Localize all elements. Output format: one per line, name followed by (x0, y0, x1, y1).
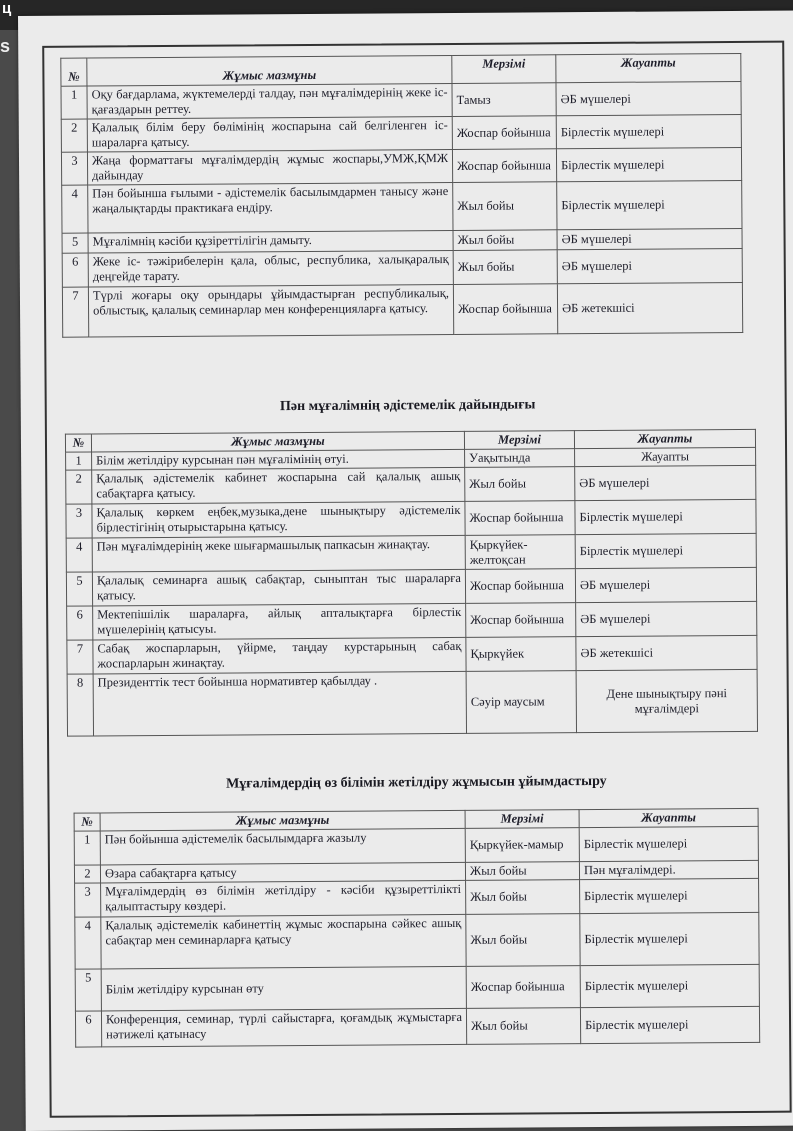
header-num: № (61, 58, 87, 86)
header-period: Мерзімі (464, 431, 574, 450)
section-title-methodical: Пән мұғалімнің әдістемелік дайындығы (279, 397, 536, 415)
header-responsible: Жауапты (574, 429, 755, 448)
row-content: Конференция, семинар, түрлі сайыстарға, қоғамдық жұмыстарға нәтижелі қатынасу (101, 1008, 466, 1047)
row-num: 7 (62, 287, 88, 337)
row-content: Мұғалімнің кәсіби құзіреттілігін дамыту. (88, 230, 453, 253)
row-num: 6 (67, 606, 93, 640)
row-num: 5 (75, 969, 101, 1011)
row-period: Жыл бойы (453, 230, 557, 251)
row-num: 1 (61, 86, 87, 119)
row-num: 8 (67, 674, 93, 736)
row-num: 3 (66, 504, 92, 538)
row-responsible: Бірлестік мүшелері (556, 114, 741, 148)
row-num: 1 (66, 452, 92, 470)
edge-letter-s: s (0, 36, 11, 56)
row-period: Жоспар бойынша (452, 116, 556, 150)
row-content: Қалалық әдістемелік кабинет жоспарына сай қалалық ашық сабақтарға қатысу. (92, 467, 465, 504)
document-page (18, 11, 793, 1131)
row-responsible: Бірлестік мүшелері (557, 180, 742, 229)
row-content: Қалалық семинарға ашық сабақтар, сыныптан тыс шараларға қатысу. (92, 569, 465, 606)
header-num: № (65, 434, 91, 452)
table-row (62, 282, 742, 337)
row-content: Президенттік тест бойынша нормативтер қабылдау . (93, 671, 466, 736)
row-num: 3 (75, 883, 101, 917)
row-content: Қалалық білім беру бөлімінің жоспарына сай белгіленген іс- шараларға қатысу. (87, 116, 452, 152)
table-row (66, 465, 756, 504)
row-responsible: Бірлестік мүшелері (579, 826, 758, 861)
row-responsible: Пән мұғалімдері. (579, 860, 758, 879)
row-responsible: Дене шынықтыру пәні мұғалімдері (576, 669, 757, 732)
row-responsible: Бірлестік мүшелері (580, 912, 759, 965)
row-responsible: ӘБ жетекшісі (576, 635, 757, 670)
row-num: 1 (74, 831, 100, 865)
row-period: Жыл бойы (465, 862, 579, 881)
row-content: Білім жетілдіру курсынан өту (101, 966, 466, 1011)
row-responsible: ӘБ мүшелері (557, 248, 742, 283)
table-row (67, 635, 757, 674)
table-row (62, 248, 742, 287)
row-num: 5 (66, 572, 92, 606)
row-content: Қалалық көркем еңбек,музыка,дене шынықтыру әдістемелік бірлестігінің отырыстарына қатысу. (92, 501, 465, 538)
row-responsible: Бірлестік мүшелері (575, 533, 756, 568)
table-row (67, 601, 757, 640)
row-responsible: Бірлестік мүшелері (580, 878, 759, 913)
section-title-self-education: Мұғалімдердің өз білімін жетілдіру жұмысын ұйымдастыру (226, 773, 607, 792)
row-period: Жоспар бойынша (452, 149, 556, 183)
row-content: Мұғалімдердің өз білімін жетілдіру - кәсіби құзыреттілікті қалыптастыру көздері. (101, 880, 466, 917)
row-period: Жоспар бойынша (465, 569, 575, 604)
table-row (61, 81, 741, 119)
table-methodical-preparation (65, 429, 758, 737)
header-responsible: Жауапты (556, 53, 741, 82)
row-content: Мектепішілік шараларға, айлық апталықтарға бірлестік мүшелерінің қатысуы. (93, 603, 466, 640)
row-num: 4 (75, 917, 101, 969)
table-work-plan (60, 53, 743, 338)
table-row (62, 180, 742, 233)
row-period: Жоспар бойынша (453, 284, 557, 335)
header-responsible: Жауапты (579, 808, 758, 827)
row-period: Жыл бойы (466, 1008, 580, 1045)
row-period: Жоспар бойынша (466, 603, 576, 638)
table-row (74, 826, 758, 865)
row-content: Оқу бағдарлама, жүктемелерді талдау, пән мұғалімдерінің жеке іс-қағаздарын реттеу. (87, 83, 452, 119)
table-row (75, 912, 759, 969)
row-num: 2 (74, 865, 100, 883)
row-period: Сәуір маусым (466, 671, 576, 734)
table-row (61, 114, 741, 152)
table-row (75, 1006, 759, 1047)
row-responsible: Бірлестік мүшелері (556, 147, 741, 181)
row-period: Қыркүйек-мамыр (465, 828, 579, 863)
row-responsible: ӘБ мүшелері (575, 567, 756, 602)
table-row (66, 567, 756, 606)
row-content: Жаңа форматтағы мұғалімдердің жұмыс жоспары,УМЖ,ҚМЖ дайындау (87, 149, 452, 185)
row-num: 2 (66, 470, 92, 504)
row-responsible: Жауапты (575, 447, 756, 466)
row-period: Жыл бойы (465, 467, 575, 502)
row-content: Білім жетілдіру курсынан пән мұғалімінің өтуі. (92, 449, 465, 470)
row-num: 2 (61, 119, 87, 152)
row-period: Жоспар бойынша (465, 501, 575, 536)
row-content: Түрлі жоғары оқу орындары ұйымдастырған республикалық, облыстық, қалалық семинарлар мен конференцияларға қатысу. (88, 284, 453, 337)
row-num: 6 (75, 1011, 101, 1047)
row-period: Жыл бойы (453, 250, 557, 285)
row-content: Пән мұғалімдерінің жеке шығармашылық папкасын жинақтау. (92, 535, 465, 572)
row-num: 4 (62, 185, 88, 233)
row-responsible: ӘБ мүшелері (556, 81, 741, 115)
header-num: № (74, 813, 100, 831)
row-num: 7 (67, 640, 93, 674)
header-content: Жұмыс мазмұны (100, 810, 465, 831)
row-content: Жеке іс- тәжірибелерін қала, облыс, республика, халықаралық деңгейде тарату. (88, 250, 453, 287)
row-content: Сабақ жоспарларын, үйірме, таңдау курстарының сабақ жоспарларын жинақтау. (93, 637, 466, 674)
row-num: 5 (62, 233, 88, 253)
row-responsible: Бірлестік мүшелері (580, 1006, 759, 1043)
row-period: Жыл бойы (466, 914, 580, 967)
header-period: Мерзімі (452, 55, 556, 84)
table-row (61, 147, 741, 185)
row-responsible: ӘБ мүшелері (575, 465, 756, 500)
header-period: Мерзімі (465, 810, 579, 829)
row-responsible: ӘБ жетекшісі (557, 282, 742, 333)
row-content: Өзара сабақтарға қатысу (100, 862, 465, 883)
row-responsible: Бірлестік мүшелері (575, 499, 756, 534)
row-content: Пән бойынша әдістемелік басылымдарға жазылу (100, 828, 465, 865)
row-responsible: Бірлестік мүшелері (580, 964, 759, 1007)
table-row (66, 499, 756, 538)
table-self-education (74, 808, 761, 1048)
table-row (67, 669, 757, 736)
table-row (75, 878, 759, 917)
row-period: Жыл бойы (466, 880, 580, 915)
row-period: Қыркүйек (466, 637, 576, 672)
row-responsible: ӘБ мүшелері (576, 601, 757, 636)
table-row (66, 533, 756, 572)
header-content: Жұмыс мазмұны (87, 55, 452, 86)
row-content: Қалалық әдістемелік кабинеттің жұмыс жоспарына сәйкес ашық сабақтар мен семинарларға қатысу (101, 914, 466, 969)
edge-letter-c: ц (2, 0, 12, 17)
header-content: Жұмыс мазмұны (91, 431, 464, 452)
row-period: Жоспар бойынша (466, 966, 580, 1009)
row-content: Пән бойынша ғылыми - әдістемелік басылымдармен танысу және жаңалықтарды практикаға ендіру. (88, 182, 453, 233)
row-responsible: ӘБ мүшелері (557, 228, 742, 249)
row-period: Жыл бойы (453, 182, 557, 231)
row-num: 4 (66, 538, 92, 572)
table-row (75, 964, 759, 1011)
row-period: Уақытында (465, 449, 575, 468)
row-period: Қыркүйек-желтоқсан (465, 535, 575, 570)
row-num: 3 (61, 152, 87, 185)
row-period: Тамыз (452, 83, 556, 117)
row-num: 6 (62, 253, 88, 287)
